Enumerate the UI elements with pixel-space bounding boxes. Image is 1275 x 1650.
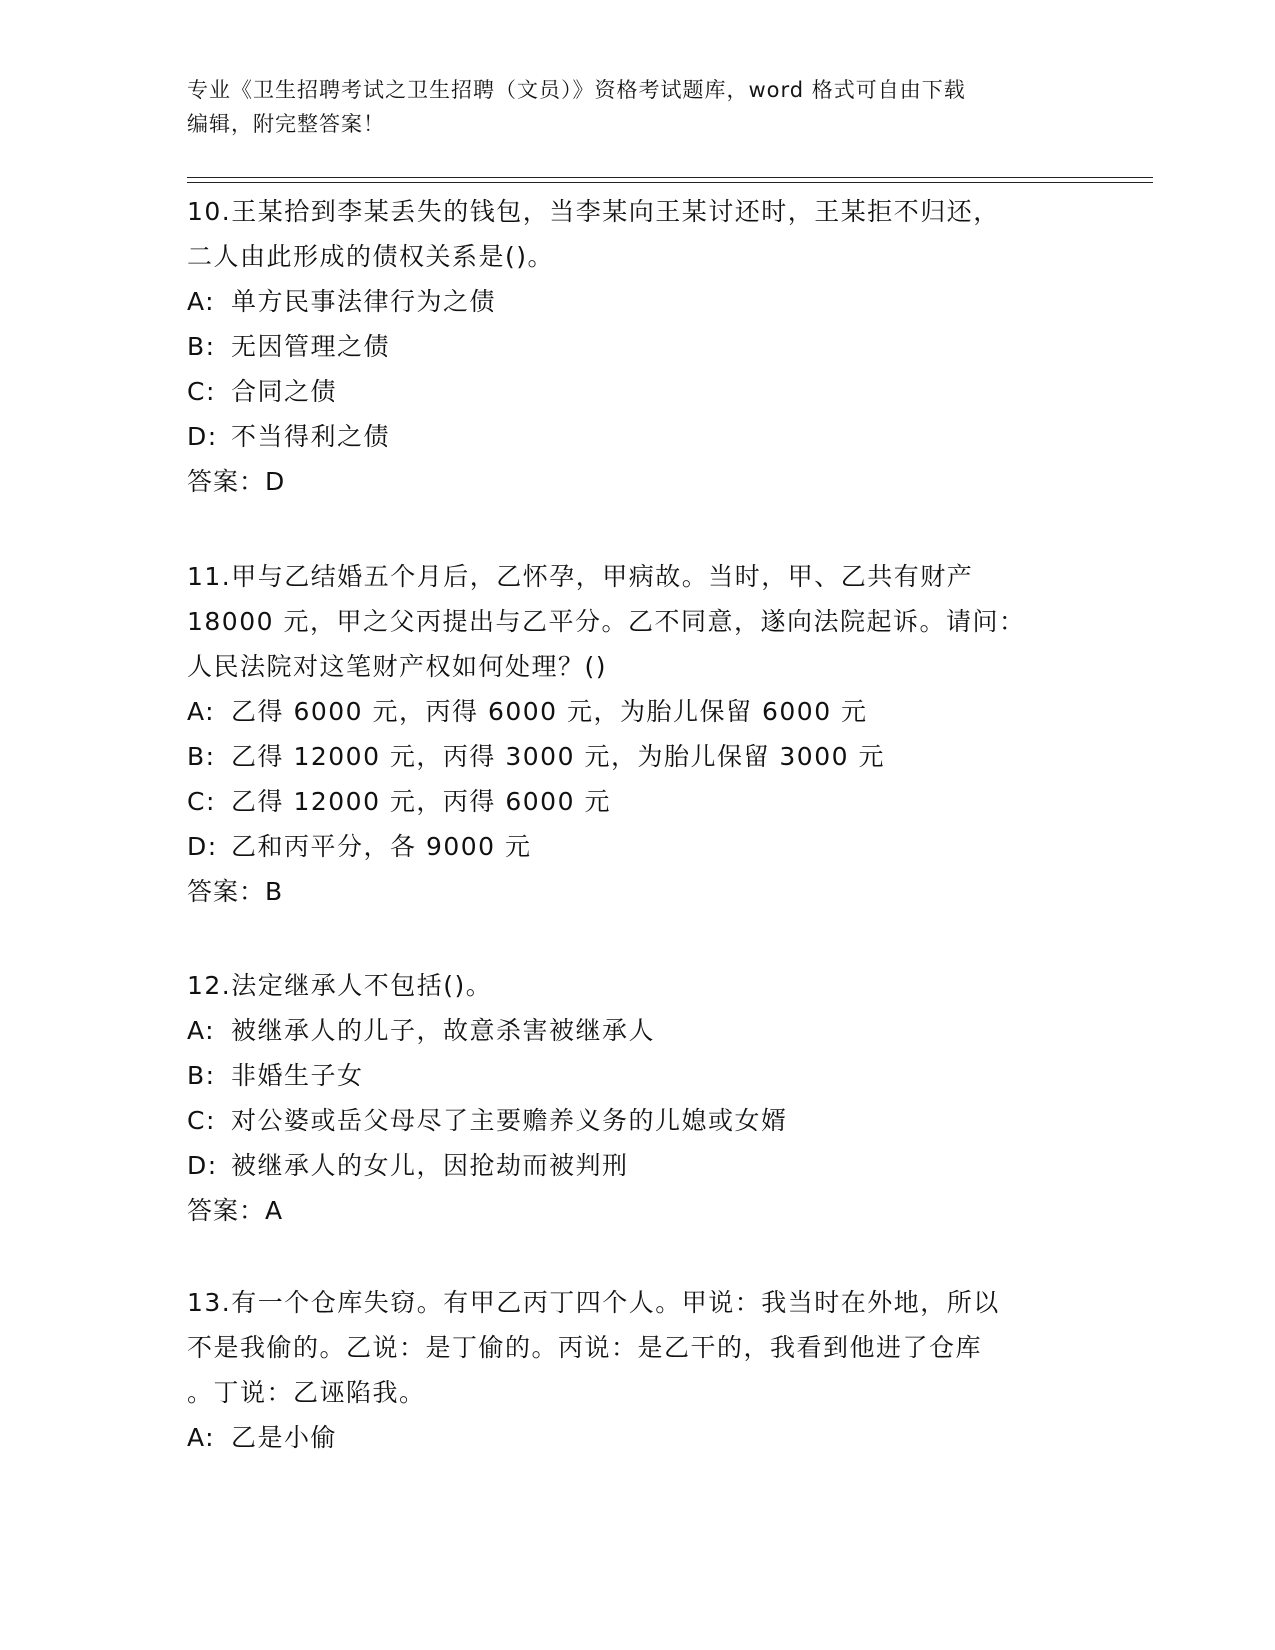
header-line-1: 专业《卫生招聘考试之卫生招聘（文员）》资格考试题库，word 格式可自由下载: [187, 78, 966, 102]
option-text: 不当得利之债: [231, 422, 391, 451]
option-key: D:: [187, 422, 218, 451]
option-key: A:: [187, 1016, 216, 1045]
option-key: C:: [187, 787, 216, 816]
question-stem: [187, 189, 1117, 279]
header-divider-bottom: [187, 182, 1153, 183]
stem-line: 11.甲与乙结婚五个月后，乙怀孕，甲病故。当时，甲、乙共有财产: [187, 562, 974, 591]
question-stem: [187, 963, 1117, 1008]
option-d: [187, 1143, 1117, 1188]
stem-line: 13.有一个仓库失窃。有甲乙丙丁四个人。甲说：我当时在外地，所以: [187, 1288, 1000, 1317]
option-text: 乙得 12000 元，丙得 3000 元，为胎儿保留 3000 元: [231, 742, 885, 771]
stem-line: 18000 元，甲之父丙提出与乙平分。乙不同意，遂向法院起诉。请问：: [187, 607, 1026, 636]
answer-line: 答案：A: [187, 1196, 284, 1225]
question-10: [187, 189, 1117, 504]
question-11: [187, 554, 1117, 914]
option-key: C:: [187, 1106, 216, 1135]
option-text: 合同之债: [231, 377, 338, 406]
option-key: A:: [187, 287, 216, 316]
option-text: 无因管理之债: [231, 332, 391, 361]
stem-line: 人民法院对这笔财产权如何处理？(): [187, 652, 608, 681]
option-text: 乙和丙平分，各 9000 元: [231, 832, 532, 861]
option-text: 单方民事法律行为之债: [231, 287, 497, 316]
stem-line: 。丁说：乙诬陷我。: [187, 1378, 426, 1407]
option-key: C:: [187, 377, 216, 406]
header-divider-top: [187, 177, 1153, 178]
answer-line: 答案：D: [187, 467, 286, 496]
option-text: 非婚生子女: [231, 1061, 364, 1090]
option-text: 乙得 12000 元，丙得 6000 元: [231, 787, 611, 816]
question-13: [187, 1280, 1117, 1460]
option-b: [187, 734, 1117, 779]
option-key: D:: [187, 832, 218, 861]
header-line-2: 编辑，附完整答案！: [187, 112, 385, 136]
option-text: 被继承人的女儿，因抢劫而被判刑: [231, 1151, 629, 1180]
option-key: B:: [187, 1061, 216, 1090]
option-key: B:: [187, 742, 216, 771]
option-c: [187, 779, 1117, 824]
option-c: [187, 1098, 1117, 1143]
stem-line: 12.法定继承人不包括()。: [187, 971, 493, 1000]
option-key: A:: [187, 1423, 216, 1452]
option-b: [187, 324, 1117, 369]
answer-line: 答案：B: [187, 877, 284, 906]
option-d: [187, 824, 1117, 869]
option-c: [187, 369, 1117, 414]
option-key: A:: [187, 697, 216, 726]
question-12: [187, 963, 1117, 1233]
option-d: [187, 414, 1117, 459]
question-stem: [187, 1280, 1117, 1415]
document-header: [187, 73, 1087, 141]
option-b: [187, 1053, 1117, 1098]
option-key: B:: [187, 332, 216, 361]
option-text: 乙得 6000 元，丙得 6000 元，为胎儿保留 6000 元: [231, 697, 868, 726]
option-text: 对公婆或岳父母尽了主要赡养义务的儿媳或女婿: [231, 1106, 788, 1135]
stem-line: 不是我偷的。乙说：是丁偷的。丙说：是乙干的，我看到他进了仓库: [187, 1333, 983, 1362]
stem-line: 10.王某拾到李某丢失的钱包，当李某向王某讨还时，王某拒不归还，: [187, 197, 1000, 226]
option-a: [187, 279, 1117, 324]
option-a: [187, 1008, 1117, 1053]
option-key: D:: [187, 1151, 218, 1180]
option-a: [187, 1415, 1117, 1460]
stem-line: 二人由此形成的债权关系是()。: [187, 242, 555, 271]
option-a: [187, 689, 1117, 734]
option-text: 被继承人的儿子，故意杀害被继承人: [231, 1016, 656, 1045]
option-text: 乙是小偷: [231, 1423, 338, 1452]
question-stem: [187, 554, 1117, 689]
